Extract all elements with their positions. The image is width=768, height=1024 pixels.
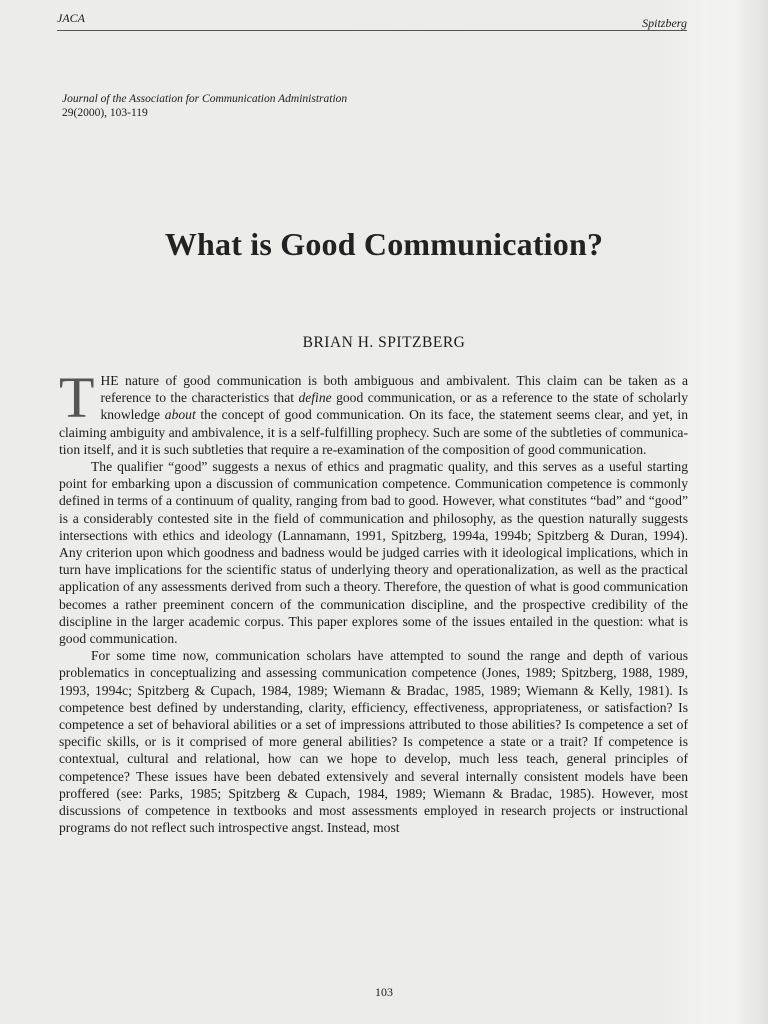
journal-volume: 29(2000), 103-119 — [62, 107, 148, 119]
drop-cap: T — [59, 365, 95, 430]
page-number: 103 — [375, 985, 393, 999]
article-body — [59, 365, 688, 836]
running-head-left: JACA — [57, 11, 85, 25]
running-head-right: Spitzberg — [642, 16, 687, 30]
paragraph-1-text-c: the concept of good communication. On its face, the statement seems clear, and yet, in claiming ambiguity and ambivalence, it is a self-fulfilling prophecy. Such are some of the subtleties of communication itself, and it is such subtleties that require a re-examination of the composition of good communication. — [59, 407, 688, 457]
paragraph-1-text-b: good communication, or as a reference to the state of scholarly knowledge — [100, 390, 688, 423]
paragraph-3: For some time now, communication scholars have attempted to sound the range and depth of various problematics in conceptualizing and assessing communication competence (Jones, 1989; Spitzberg, 1988, 1989, 1993, 1994c; Spitzberg & Cupach, 1984, 1989; Wiemann & Bradac, 1985, 1989; Wiemann & Kelly, 1981). Is competence best defined by understanding, clarity, efficiency, effectiveness, appropriateness, or satisfaction? Is competence a set of behavioral abilities or a set of impressions attributed to those abilities? Is competence a set of specific skills, or is it comprised of more general abilities? Is competence a state or a trait? If competence is contextual, cultural and relational, how can we hope to develop, much less teach, general principles of competence? These issues have been debated extensively and several internally consistent models have been proffered (see: Parks, 1985; Spitzberg & Cupach, 1984, 1989; Wiemann & Bradac, 1985). However, most discussions of competence in textbooks and most assessments employed in research projects or instructional programs do not reflect such introspective angst. Instead, most — [59, 648, 688, 836]
paragraph-1 — [59, 365, 688, 458]
emphasis-define: define — [298, 390, 332, 406]
article-title: What is Good Communication? — [164, 226, 604, 262]
journal-name: Journal of the Association for Communication Administration — [62, 93, 348, 105]
journal-citation — [62, 92, 347, 120]
article-author: BRIAN H. SPITZBERG — [302, 334, 466, 351]
emphasis-about: about — [164, 407, 196, 423]
running-head — [57, 8, 687, 31]
page-edge-shadow — [710, 0, 768, 1024]
paragraph-2: The qualifier “good” suggests a nexus of ethics and pragmatic quality, and this serves as a useful starting point for embarking upon a discussion of communication competence. Communication competence is commonly defined in terms of a continuum of quality, ranging from bad to good. However, what constitutes “bad” and “good” is a considerably contested site in the field of communication and philosophy, as the question naturally suggests intersections with ethics and ideology (Lannamann, 1991, Spitzberg, 1994a, 1994b; Spitzberg & Duran, 1994). Any criterion upon which goodness and badness would be judged carries with it ideological implications, which in turn have implications for the scientific status of underlying theory and operationalization, as well as the practical application of any assessments derived from such a theory. Therefore, the question of what is good communication becomes a rather preeminent concern of the communication discipline, and the prospective credibility of the discipline in the larger academic corpus. This paper explores some of the issues entailed in the question: what is good communication. — [59, 459, 688, 647]
paragraph-1-text-a: HE nature of good communication is both ambiguous and ambivalent. This claim can be taken as a reference to the characteristics that — [100, 373, 688, 406]
